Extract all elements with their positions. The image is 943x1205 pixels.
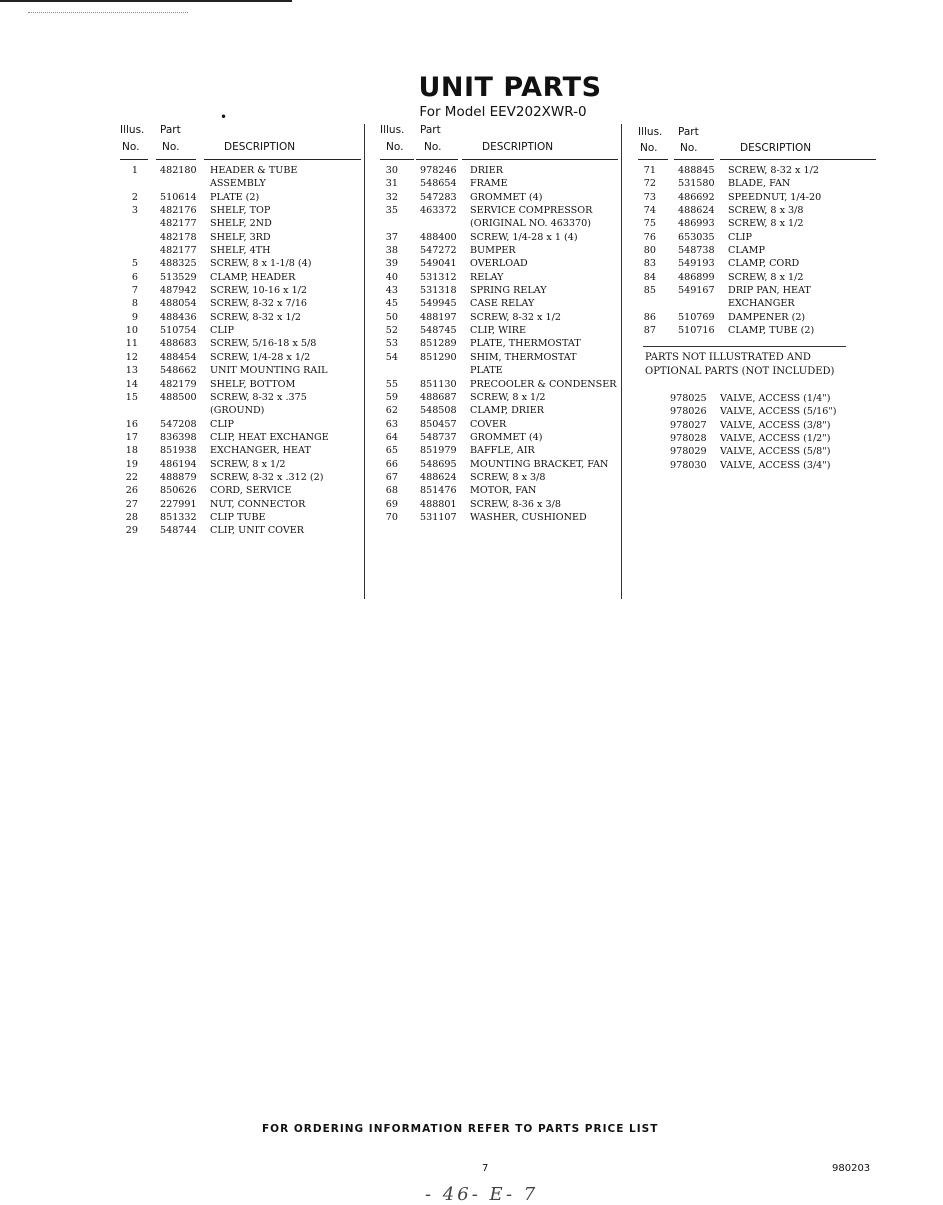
part-description: RELAY: [470, 271, 504, 283]
part-number: 488197: [420, 311, 457, 323]
part-description: SCREW, 8 x 1-1/8 (4): [210, 258, 312, 270]
part-description: CLIP, WIRE: [470, 325, 526, 337]
not-illustrated-heading-2: OPTIONAL PARTS (NOT INCLUDED): [645, 366, 835, 377]
part-number: 510754: [160, 325, 197, 337]
part-description: SCREW, 5/16-18 x 5/8: [210, 338, 317, 350]
illus-number: 27: [125, 498, 138, 510]
part-description: CLIP: [210, 325, 234, 337]
no-label: No.: [122, 141, 140, 153]
illus-number: 31: [385, 178, 398, 190]
illus-number: 26: [125, 485, 138, 497]
part-description: SCREW, 8 x 1/2: [728, 271, 804, 283]
part-description: OVERLOAD: [470, 258, 528, 270]
part-description: BAFFLE, AIR: [470, 445, 535, 457]
illus-number: 16: [125, 418, 138, 430]
part-number: 653035: [678, 231, 715, 243]
part-description: CLAMP, TUBE (2): [728, 325, 815, 337]
part-number: 227991: [160, 498, 197, 510]
illus-number: 74: [643, 205, 656, 217]
illus-number: 59: [385, 391, 398, 403]
part-number: 547283: [420, 191, 457, 203]
column-divider: [621, 124, 622, 599]
no-label: No.: [424, 141, 442, 153]
scan-dot: •: [220, 110, 228, 124]
part-number: 482176: [160, 205, 197, 217]
part-number: 486194: [160, 458, 197, 470]
part-description: BLADE, FAN: [728, 178, 791, 190]
illus-number: 2: [131, 191, 138, 203]
part-description: SCREW, 8-32 x 1/2: [210, 311, 301, 323]
illus-number: 83: [643, 258, 656, 270]
part-description: SCREW, 8 x 1/2: [470, 391, 546, 403]
part-number: 850457: [420, 418, 457, 430]
part-description: CASE RELAY: [470, 298, 535, 310]
part-description: CLAMP, HEADER: [210, 271, 296, 283]
part-number: 531318: [420, 285, 457, 297]
part-description: SCREW, 1/4-28 x 1 (4): [470, 231, 578, 243]
part-number: 488845: [678, 165, 715, 176]
illus-number: 87: [643, 325, 656, 337]
illus-number: 43: [385, 285, 398, 297]
part-description: SCREW, 10-16 x 1/2: [210, 285, 308, 297]
part-number: 488801: [420, 498, 457, 510]
part-description: HEADER & TUBE: [210, 165, 298, 176]
part-number: 978027: [670, 419, 707, 431]
part-number: 548745: [420, 325, 457, 337]
part-description: NUT, CONNECTOR: [210, 498, 306, 510]
part-description: VALVE, ACCESS (5/8"): [720, 446, 831, 458]
illus-number: 13: [125, 365, 138, 377]
part-description: SCREW, 1/4-28 x 1/2: [210, 351, 311, 363]
part-number: 851290: [420, 351, 457, 363]
part-number: 510614: [160, 191, 197, 203]
illus-number: 29: [125, 525, 138, 537]
part-description: SHELF, 2ND: [210, 218, 272, 230]
illus-number: 3: [131, 205, 138, 217]
part-number: 488624: [678, 205, 715, 217]
illus-number: 55: [385, 378, 398, 390]
illus-number: 50: [385, 311, 398, 323]
part-number: 510716: [678, 325, 715, 337]
illus-number: 72: [643, 178, 656, 190]
illus-number: 7: [131, 285, 138, 297]
part-description: SHELF, TOP: [210, 205, 271, 217]
description-label: DESCRIPTION: [224, 141, 296, 153]
part-description: ASSEMBLY: [210, 178, 266, 190]
part-description: CLIP TUBE: [210, 511, 266, 523]
part-number: 548654: [420, 178, 457, 190]
not-illustrated-heading-1: PARTS NOT ILLUSTRATED AND: [645, 352, 811, 363]
part-number: 513529: [160, 271, 197, 283]
part-number: 531107: [420, 511, 457, 523]
part-description: SPRING RELAY: [470, 285, 547, 297]
part-description: SCREW, 8 x 3/8: [470, 471, 546, 483]
part-description: SCREW, 8 x 3/8: [728, 205, 804, 217]
part-number: 549167: [678, 285, 715, 297]
part-number: 549945: [420, 298, 457, 310]
part-description: CLAMP: [728, 245, 765, 257]
illus-number: 62: [385, 405, 398, 417]
illus-number: 73: [643, 191, 656, 203]
part-number: 531312: [420, 271, 457, 283]
illus-number: 10: [125, 325, 138, 337]
page-title: UNIT PARTS: [418, 72, 602, 103]
section-divider: [643, 346, 846, 347]
part-number: 978025: [670, 393, 707, 404]
part-number: 486692: [678, 191, 715, 203]
illus-number: 45: [385, 298, 398, 310]
part-description: DRIER: [470, 165, 503, 176]
part-description: PLATE, THERMOSTAT: [470, 338, 581, 350]
part-number: 547272: [420, 245, 457, 257]
illus-number: 76: [643, 231, 656, 243]
part-number: 510769: [678, 311, 715, 323]
part-description: SCREW, 8-32 x .375: [210, 391, 307, 403]
illus-number: 64: [385, 431, 398, 443]
illus-number: 63: [385, 418, 398, 430]
illus-number: 18: [125, 445, 138, 457]
part-number: 482180: [160, 165, 197, 176]
no-label: No.: [162, 141, 180, 153]
part-number: 851130: [420, 378, 457, 390]
part-number: 978246: [420, 165, 457, 176]
part-description: DRIP PAN, HEAT: [728, 285, 811, 297]
no-label: No.: [386, 141, 404, 153]
part-label: Part: [678, 126, 699, 138]
part-description: SHELF, BOTTOM: [210, 378, 296, 390]
part-description: BUMPER: [470, 245, 516, 257]
illus-number: 9: [131, 311, 138, 323]
illus-label: Illus.: [120, 124, 145, 136]
part-description: SCREW, 8-32 x .312 (2): [210, 471, 324, 483]
part-number: 851938: [160, 445, 197, 457]
illus-number: 1: [131, 165, 138, 176]
illus-number: 12: [125, 351, 138, 363]
part-description: SHELF, 3RD: [210, 231, 271, 243]
illus-number: 28: [125, 511, 138, 523]
illus-number: 65: [385, 445, 398, 457]
part-number: 851979: [420, 445, 457, 457]
part-description: VALVE, ACCESS (3/4"): [720, 459, 831, 471]
illus-number: 84: [643, 271, 656, 283]
model-subtitle: For Model EEV202XWR-0: [419, 104, 587, 120]
part-number: 851289: [420, 338, 457, 350]
part-number: 851332: [160, 511, 197, 523]
illus-number: 5: [131, 258, 138, 270]
part-description: CLIP: [728, 231, 752, 243]
part-number: 488624: [420, 471, 457, 483]
illus-number: 30: [385, 165, 398, 176]
handwritten-mark: - 46- E- 7: [425, 1184, 539, 1205]
part-description: VALVE, ACCESS (5/16"): [720, 406, 837, 418]
part-number: 978029: [670, 446, 707, 458]
part-number: 463372: [420, 205, 457, 217]
part-description: GROMMET (4): [470, 191, 543, 203]
illus-number: 14: [125, 378, 138, 390]
illus-number: 86: [643, 311, 656, 323]
illus-number: 37: [385, 231, 398, 243]
part-description: SCREW, 8-36 x 3/8: [470, 498, 561, 510]
illus-number: 67: [385, 471, 398, 483]
part-description: PLATE: [470, 365, 503, 377]
part-description: PRECOOLER & CONDENSER: [470, 378, 617, 390]
part-number: 549193: [678, 258, 715, 270]
part-description: SPEEDNUT, 1/4-20: [728, 191, 822, 203]
part-number: 548738: [678, 245, 715, 257]
part-number: 978028: [670, 433, 707, 445]
part-description: SCREW, 8-32 x 7/16: [210, 298, 308, 310]
part-label: Part: [420, 124, 441, 136]
part-description: CLIP: [210, 418, 234, 430]
illus-number: 38: [385, 245, 398, 257]
part-description: VALVE, ACCESS (1/4"): [720, 393, 831, 404]
part-description: SHELF, 4TH: [210, 245, 271, 257]
illus-number: 17: [125, 431, 138, 443]
part-number: 488400: [420, 231, 457, 243]
part-label: Part: [160, 124, 181, 136]
illus-number: 53: [385, 338, 398, 350]
part-number: 548662: [160, 365, 197, 377]
top-edge-line: [0, 0, 292, 2]
part-description: SCREW, 8-32 x 1/2: [470, 311, 561, 323]
ordering-footer: FOR ORDERING INFORMATION REFER TO PARTS PRICE LIST: [262, 1123, 659, 1135]
part-number: 482177: [160, 218, 197, 230]
part-number: 978026: [670, 406, 707, 418]
illus-number: 68: [385, 485, 398, 497]
illus-number: 35: [385, 205, 398, 217]
illus-number: 52: [385, 325, 398, 337]
part-number: 482179: [160, 378, 197, 390]
illus-number: 71: [643, 165, 656, 176]
part-description: MOUNTING BRACKET, FAN: [470, 458, 609, 470]
illus-label: Illus.: [380, 124, 405, 136]
part-description: (ORIGINAL NO. 463370): [470, 218, 591, 230]
illus-number: 85: [643, 285, 656, 297]
part-number: 547208: [160, 418, 197, 430]
part-description: CORD, SERVICE: [210, 485, 292, 497]
illus-label: Illus.: [638, 126, 663, 138]
part-description: DAMPENER (2): [728, 311, 806, 323]
part-description: SCREW, 8-32 x 1/2: [728, 165, 819, 176]
illus-number: 54: [385, 351, 398, 363]
column-divider: [364, 124, 365, 599]
part-description: VALVE, ACCESS (1/2"): [720, 433, 831, 445]
part-description: SHIM, THERMOSTAT: [470, 351, 577, 363]
part-number: 851476: [420, 485, 457, 497]
scan-noise: [28, 6, 188, 13]
part-number: 482178: [160, 231, 197, 243]
part-description: SCREW, 8 x 1/2: [210, 458, 286, 470]
part-number: 850626: [160, 485, 197, 497]
description-label: DESCRIPTION: [740, 142, 812, 154]
part-number: 488436: [160, 311, 197, 323]
illus-number: 80: [643, 245, 656, 257]
part-description: MOTOR, FAN: [470, 485, 537, 497]
part-description: COVER: [470, 418, 507, 430]
part-description: VALVE, ACCESS (3/8"): [720, 419, 831, 431]
part-number: 488054: [160, 298, 197, 310]
part-number: 488879: [160, 471, 197, 483]
part-description: FRAME: [470, 178, 508, 190]
no-label: No.: [640, 142, 658, 154]
part-description: SCREW, 8 x 1/2: [728, 218, 804, 230]
part-description: GROMMET (4): [470, 431, 543, 443]
part-number: 836398: [160, 431, 197, 443]
part-number: 548695: [420, 458, 457, 470]
illus-number: 66: [385, 458, 398, 470]
part-description: EXCHANGER: [728, 298, 795, 310]
illus-number: 70: [385, 511, 398, 523]
part-description: CLAMP, CORD: [728, 258, 800, 270]
no-label: No.: [680, 142, 698, 154]
part-number: 488683: [160, 338, 197, 350]
part-description: UNIT MOUNTING RAIL: [210, 365, 328, 377]
illus-number: 32: [385, 191, 398, 203]
illus-number: 75: [643, 218, 656, 230]
part-number: 488325: [160, 258, 197, 270]
illus-number: 22: [125, 471, 138, 483]
part-number: 487942: [160, 285, 197, 297]
part-number: 488500: [160, 391, 197, 403]
part-description: WASHER, CUSHIONED: [470, 511, 587, 523]
illus-number: 40: [385, 271, 398, 283]
illus-number: 8: [131, 298, 138, 310]
part-description: SERVICE COMPRESSOR: [470, 205, 593, 217]
illus-number: 15: [125, 391, 138, 403]
part-description: CLIP, UNIT COVER: [210, 525, 305, 537]
part-number: 978030: [670, 459, 707, 471]
part-number: 488454: [160, 351, 197, 363]
illus-number: 11: [125, 338, 138, 350]
page-number: 7: [482, 1163, 489, 1174]
part-description: PLATE (2): [210, 191, 260, 203]
document-code: 980203: [832, 1163, 871, 1174]
illus-number: 6: [131, 271, 138, 283]
part-number: 549041: [420, 258, 457, 270]
part-description: EXCHANGER, HEAT: [210, 445, 311, 457]
part-number: 531580: [678, 178, 715, 190]
part-number: 548744: [160, 525, 197, 537]
part-description: (GROUND): [210, 405, 265, 417]
part-number: 486993: [678, 218, 715, 230]
illus-number: 39: [385, 258, 398, 270]
part-number: 486899: [678, 271, 715, 283]
illus-number: 69: [385, 498, 398, 510]
part-number: 548508: [420, 405, 457, 417]
part-description: CLAMP, DRIER: [470, 405, 545, 417]
part-number: 488687: [420, 391, 457, 403]
part-number: 482177: [160, 245, 197, 257]
description-label: DESCRIPTION: [482, 141, 554, 153]
illus-number: 19: [125, 458, 138, 470]
part-number: 548737: [420, 431, 457, 443]
part-description: CLIP, HEAT EXCHANGE: [210, 431, 329, 443]
